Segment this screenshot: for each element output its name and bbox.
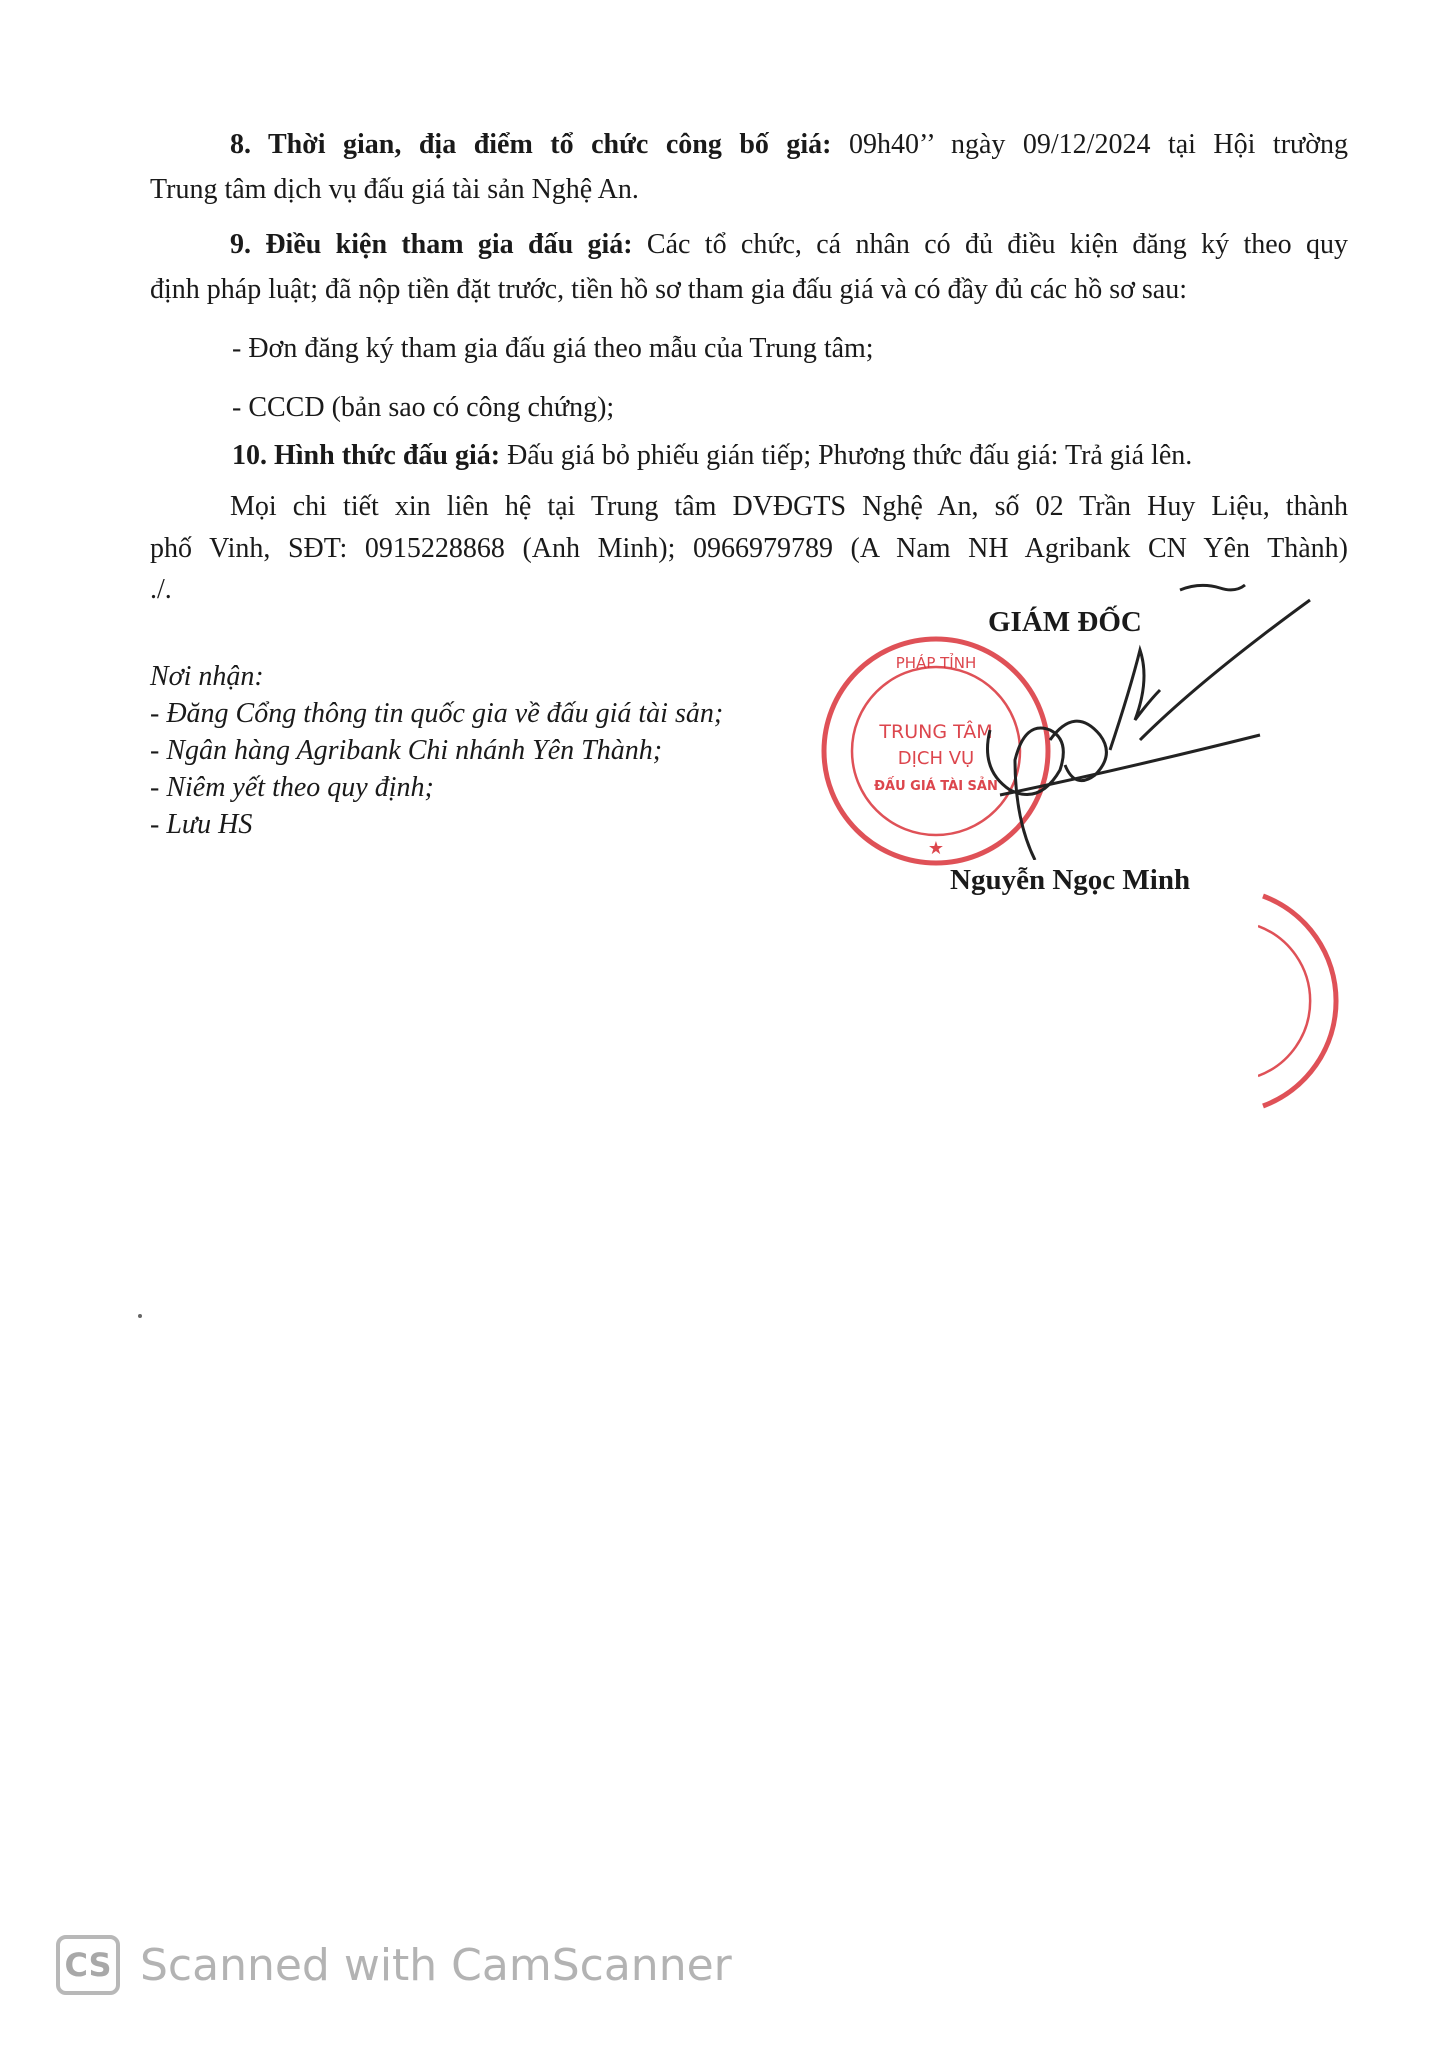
seal-center-line2: DỊCH VỤ xyxy=(897,748,975,769)
section-9-label: 9. Điều kiện tham gia đấu giá: xyxy=(230,229,633,260)
section-9-bullet-1: - Đơn đăng ký tham gia đấu giá theo mẫu của Trung tâm; xyxy=(232,333,874,364)
recipient-item: - Niêm yết theo quy định; xyxy=(150,772,434,803)
section-8-line1 xyxy=(150,122,1348,167)
partial-seal-icon xyxy=(1258,886,1408,1116)
section-8-label: 8. Thời gian, địa điểm tổ chức công bố giá: xyxy=(230,129,832,160)
recipients-block xyxy=(150,658,723,843)
signer-name: Nguyễn Ngọc Minh xyxy=(950,864,1191,896)
section-9-bullet-2: - CCCD (bản sao có công chứng); xyxy=(232,392,615,423)
camscanner-watermark xyxy=(56,1932,732,1998)
seal-center-line3: ĐẤU GIÁ TÀI SẢN xyxy=(874,779,998,794)
seal-center-line1: TRUNG TÂM xyxy=(879,721,993,743)
recipient-item: - Lưu HS xyxy=(150,809,253,840)
handwritten-signature-icon xyxy=(960,580,1320,860)
recipient-item: - Đăng Cổng thông tin quốc gia về đấu giá tài sản; xyxy=(150,698,724,729)
contact-line3: ./. xyxy=(150,574,172,605)
section-10 xyxy=(232,438,1192,474)
svg-text:★: ★ xyxy=(927,838,945,859)
section-8-text: 09h40’’ ngày 09/12/2024 tại Hội trường xyxy=(831,129,1349,160)
section-8-line2: Trung tâm dịch vụ đấu giá tài sản Nghệ An. xyxy=(150,174,639,205)
section-10-text: Đấu giá bỏ phiếu gián tiếp; Phương thức đấu giá: Trả giá lên. xyxy=(500,440,1193,471)
camscanner-logo-icon: CS xyxy=(56,1935,120,1995)
section-9-text: Các tổ chức, cá nhân có đủ điều kiện đăng ký theo quy xyxy=(632,229,1348,260)
section-10-label: 10. Hình thức đấu giá: xyxy=(232,440,501,471)
contact-line1: Mọi chi tiết xin liên hệ tại Trung tâm DVĐGTS Nghệ An, số 02 Trần Huy Liệu, thành xyxy=(230,491,1348,522)
section-9-line1 xyxy=(150,222,1348,267)
section-9-line2: định pháp luật; đã nộp tiền đặt trước, tiền hồ sơ tham gia đấu giá và có đầy đủ các hồ sơ sau: xyxy=(150,274,1187,305)
scan-speck xyxy=(138,1314,142,1318)
contact-line2: phố Vinh, SĐT: 0915228868 (Anh Minh); 0966979789 (A Nam NH Agribank CN Yên Thành) xyxy=(150,533,1348,564)
camscanner-text: Scanned with CamScanner xyxy=(140,1939,732,1991)
signer-title: GIÁM ĐỐC xyxy=(988,606,1142,638)
seal-ring-text: PHÁP TỈNH xyxy=(895,654,977,672)
recipients-heading: Nơi nhận: xyxy=(150,661,264,692)
recipient-item: - Ngân hàng Agribank Chi nhánh Yên Thành; xyxy=(150,735,663,766)
